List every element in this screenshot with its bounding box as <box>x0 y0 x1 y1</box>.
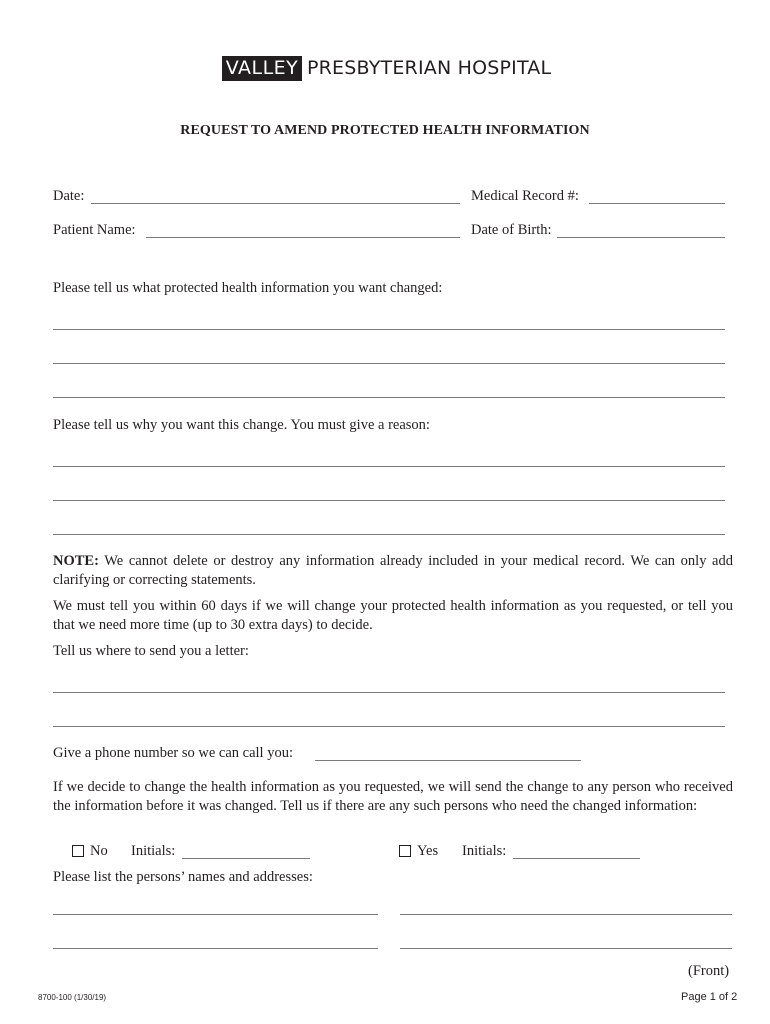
yes-initials-label: Initials: <box>462 843 507 859</box>
what-changed-line-1[interactable] <box>53 329 725 330</box>
yes-label: Yes <box>417 843 439 859</box>
send-letter-prompt: Tell us where to send you a letter: <box>53 643 249 659</box>
date-of-birth-label: Date of Birth: <box>471 222 552 238</box>
sixty-days-notice: We must tell you within 60 days if we will change your protected health information as you requested, or tell you that we need more time (up to 30 extra days) to decide. <box>53 598 733 633</box>
yes-initials-field[interactable] <box>513 858 640 859</box>
patient-name-field[interactable] <box>146 237 460 238</box>
medical-record-label: Medical Record #: <box>471 188 579 204</box>
why-change-prompt: Please tell us why you want this change. You must give a reason: <box>53 417 430 433</box>
why-change-line-2[interactable] <box>53 500 725 501</box>
note-label: NOTE: <box>53 553 99 569</box>
send-letter-line-2[interactable] <box>53 726 725 727</box>
phone-field[interactable] <box>315 760 581 761</box>
persons-left-line-2[interactable] <box>53 948 378 949</box>
hospital-logo-highlight: VALLEY <box>222 56 302 81</box>
date-field[interactable] <box>91 203 460 204</box>
patient-name-label: Patient Name: <box>53 222 136 238</box>
no-initials-label: Initials: <box>131 843 176 859</box>
persons-list-prompt: Please list the persons’ names and addresses: <box>53 869 313 885</box>
persons-right-line-1[interactable] <box>400 914 732 915</box>
note-text: We cannot delete or destroy any information already included in your medical record. We can only add clarifying or correcting statements. <box>53 553 733 588</box>
date-of-birth-field[interactable] <box>557 237 725 238</box>
no-label: No <box>90 843 108 859</box>
date-label: Date: <box>53 188 85 204</box>
send-letter-line-1[interactable] <box>53 692 725 693</box>
persons-right-line-2[interactable] <box>400 948 732 949</box>
what-changed-line-3[interactable] <box>53 397 725 398</box>
form-code: 8700-100 (1/30/19) <box>38 993 107 1002</box>
form-title: REQUEST TO AMEND PROTECTED HEALTH INFORMATION <box>180 123 590 138</box>
note-paragraph <box>53 552 733 590</box>
page-number: Page 1 of 2 <box>681 991 738 1003</box>
hospital-logo-name: PRESBYTERIAN HOSPITAL <box>307 57 552 79</box>
what-changed-prompt: Please tell us what protected health information you want changed: <box>53 280 443 296</box>
what-changed-line-2[interactable] <box>53 363 725 364</box>
send-change-paragraph: If we decide to change the health information as you requested, we will send the change to any person who received the information before it was changed. Tell us if there are any such persons who need the changed information: <box>53 779 733 814</box>
yes-checkbox[interactable] <box>399 845 411 857</box>
no-checkbox[interactable] <box>72 845 84 857</box>
persons-left-line-1[interactable] <box>53 914 378 915</box>
why-change-line-3[interactable] <box>53 534 725 535</box>
front-label: (Front) <box>688 963 730 979</box>
phone-prompt: Give a phone number so we can call you: <box>53 745 293 761</box>
medical-record-field[interactable] <box>589 203 725 204</box>
why-change-line-1[interactable] <box>53 466 725 467</box>
no-initials-field[interactable] <box>182 858 310 859</box>
